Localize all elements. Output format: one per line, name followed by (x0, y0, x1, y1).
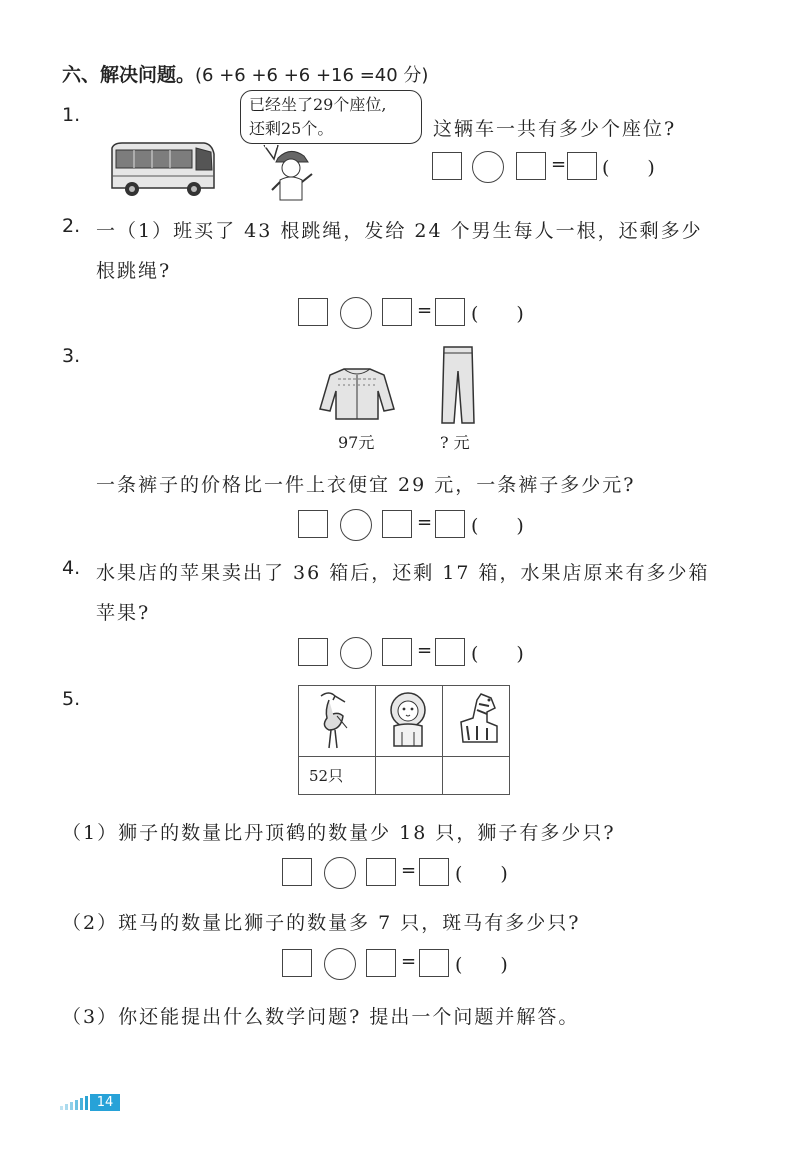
speech-line-1: 已经坐了29个座位, (249, 95, 387, 114)
q5-sub1: （1）狮子的数量比丹顶鹤的数量少 18 只，狮子有多少只? (62, 822, 616, 844)
result-box[interactable] (435, 638, 465, 666)
q2-answer-equation (298, 298, 538, 326)
q1-answer-equation (432, 152, 672, 180)
operator-circle[interactable] (340, 297, 372, 329)
jacket-price: 97元 (338, 433, 375, 452)
lion-icon (376, 686, 442, 752)
equals-sign: = (417, 300, 433, 321)
operand2-box[interactable] (366, 858, 396, 886)
section-title: 六、解决问题。 (62, 64, 196, 86)
equals-sign: = (417, 512, 433, 533)
page-number: 14 (90, 1094, 120, 1111)
q4-number: 4. (62, 557, 81, 579)
zebra-cell (443, 686, 510, 757)
animal-count-table (298, 685, 510, 795)
crane-count-cell: 52只 (299, 757, 376, 795)
operand1-box[interactable] (282, 858, 312, 886)
speech-bubble (240, 90, 422, 144)
equals-sign: = (401, 951, 417, 972)
operator-circle[interactable] (340, 509, 372, 541)
result-box[interactable] (435, 510, 465, 538)
result-box[interactable] (435, 298, 465, 326)
equals-sign: = (417, 640, 433, 661)
result-box[interactable] (567, 152, 597, 180)
q5-number: 5. (62, 688, 81, 710)
operand2-box[interactable] (516, 152, 546, 180)
result-box[interactable] (419, 858, 449, 886)
q1-number: 1. (62, 104, 81, 126)
operand2-box[interactable] (382, 510, 412, 538)
operator-circle[interactable] (324, 857, 356, 889)
operand1-box[interactable] (298, 298, 328, 326)
section-heading (62, 60, 428, 87)
unit-blank[interactable]: ( ) (455, 863, 508, 885)
q3-question: 一条裤子的价格比一件上衣便宜 29 元，一条裤子多少元? (96, 474, 636, 496)
operand1-box[interactable] (298, 638, 328, 666)
operand1-box[interactable] (282, 949, 312, 977)
operand1-box[interactable] (432, 152, 462, 180)
operand2-box[interactable] (382, 638, 412, 666)
q4-line-1: 水果店的苹果卖出了 36 箱后，还剩 17 箱，水果店原来有多少箱 (96, 562, 710, 584)
q5-sub2: （2）斑马的数量比狮子的数量多 7 只，斑马有多少只? (62, 912, 581, 934)
bus-illustration (108, 140, 218, 198)
q3-number: 3. (62, 345, 81, 367)
q3-answer-equation (298, 510, 538, 538)
operator-circle[interactable] (324, 948, 356, 980)
lion-count-cell[interactable] (376, 757, 443, 795)
operand2-box[interactable] (366, 949, 396, 977)
zebra-count-cell[interactable] (443, 757, 510, 795)
boy-illustration (264, 146, 320, 202)
operator-circle[interactable] (472, 151, 504, 183)
jacket-illustration (318, 365, 396, 421)
speech-line-2: 还剩25个。 (249, 119, 334, 138)
q1-question: 这辆车一共有多少个座位? (433, 118, 677, 140)
equals-sign: = (401, 860, 417, 881)
crane-cell (299, 686, 376, 757)
result-box[interactable] (419, 949, 449, 977)
equals-sign: = (551, 154, 567, 175)
q5-sub1-answer-equation (282, 858, 522, 886)
unit-blank[interactable]: ( ) (602, 157, 655, 179)
q5-sub2-answer-equation (282, 949, 522, 977)
q2-line-2: 根跳绳? (96, 260, 172, 282)
page-bars-icon (60, 1094, 92, 1110)
q2-line-1: 一（1）班买了 43 根跳绳，发给 24 个男生每人一根，还剩多少 (96, 220, 703, 242)
unit-blank[interactable]: ( ) (471, 303, 524, 325)
unit-blank[interactable]: ( ) (455, 954, 508, 976)
operator-circle[interactable] (340, 637, 372, 669)
crane-icon (299, 686, 365, 752)
unit-blank[interactable]: ( ) (471, 643, 524, 665)
q4-line-2: 苹果? (96, 602, 151, 624)
q2-number: 2. (62, 215, 81, 237)
lion-cell (376, 686, 443, 757)
unit-blank[interactable]: ( ) (471, 515, 524, 537)
zebra-icon (443, 686, 509, 752)
pants-illustration (438, 345, 478, 425)
pants-price: ? 元 (440, 433, 470, 452)
section-score: (6 +6 +6 +6 +16 =40 分) (195, 65, 429, 86)
q4-answer-equation (298, 638, 538, 666)
operand2-box[interactable] (382, 298, 412, 326)
operand1-box[interactable] (298, 510, 328, 538)
q5-sub3: （3）你还能提出什么数学问题? 提出一个问题并解答。 (62, 1006, 580, 1028)
